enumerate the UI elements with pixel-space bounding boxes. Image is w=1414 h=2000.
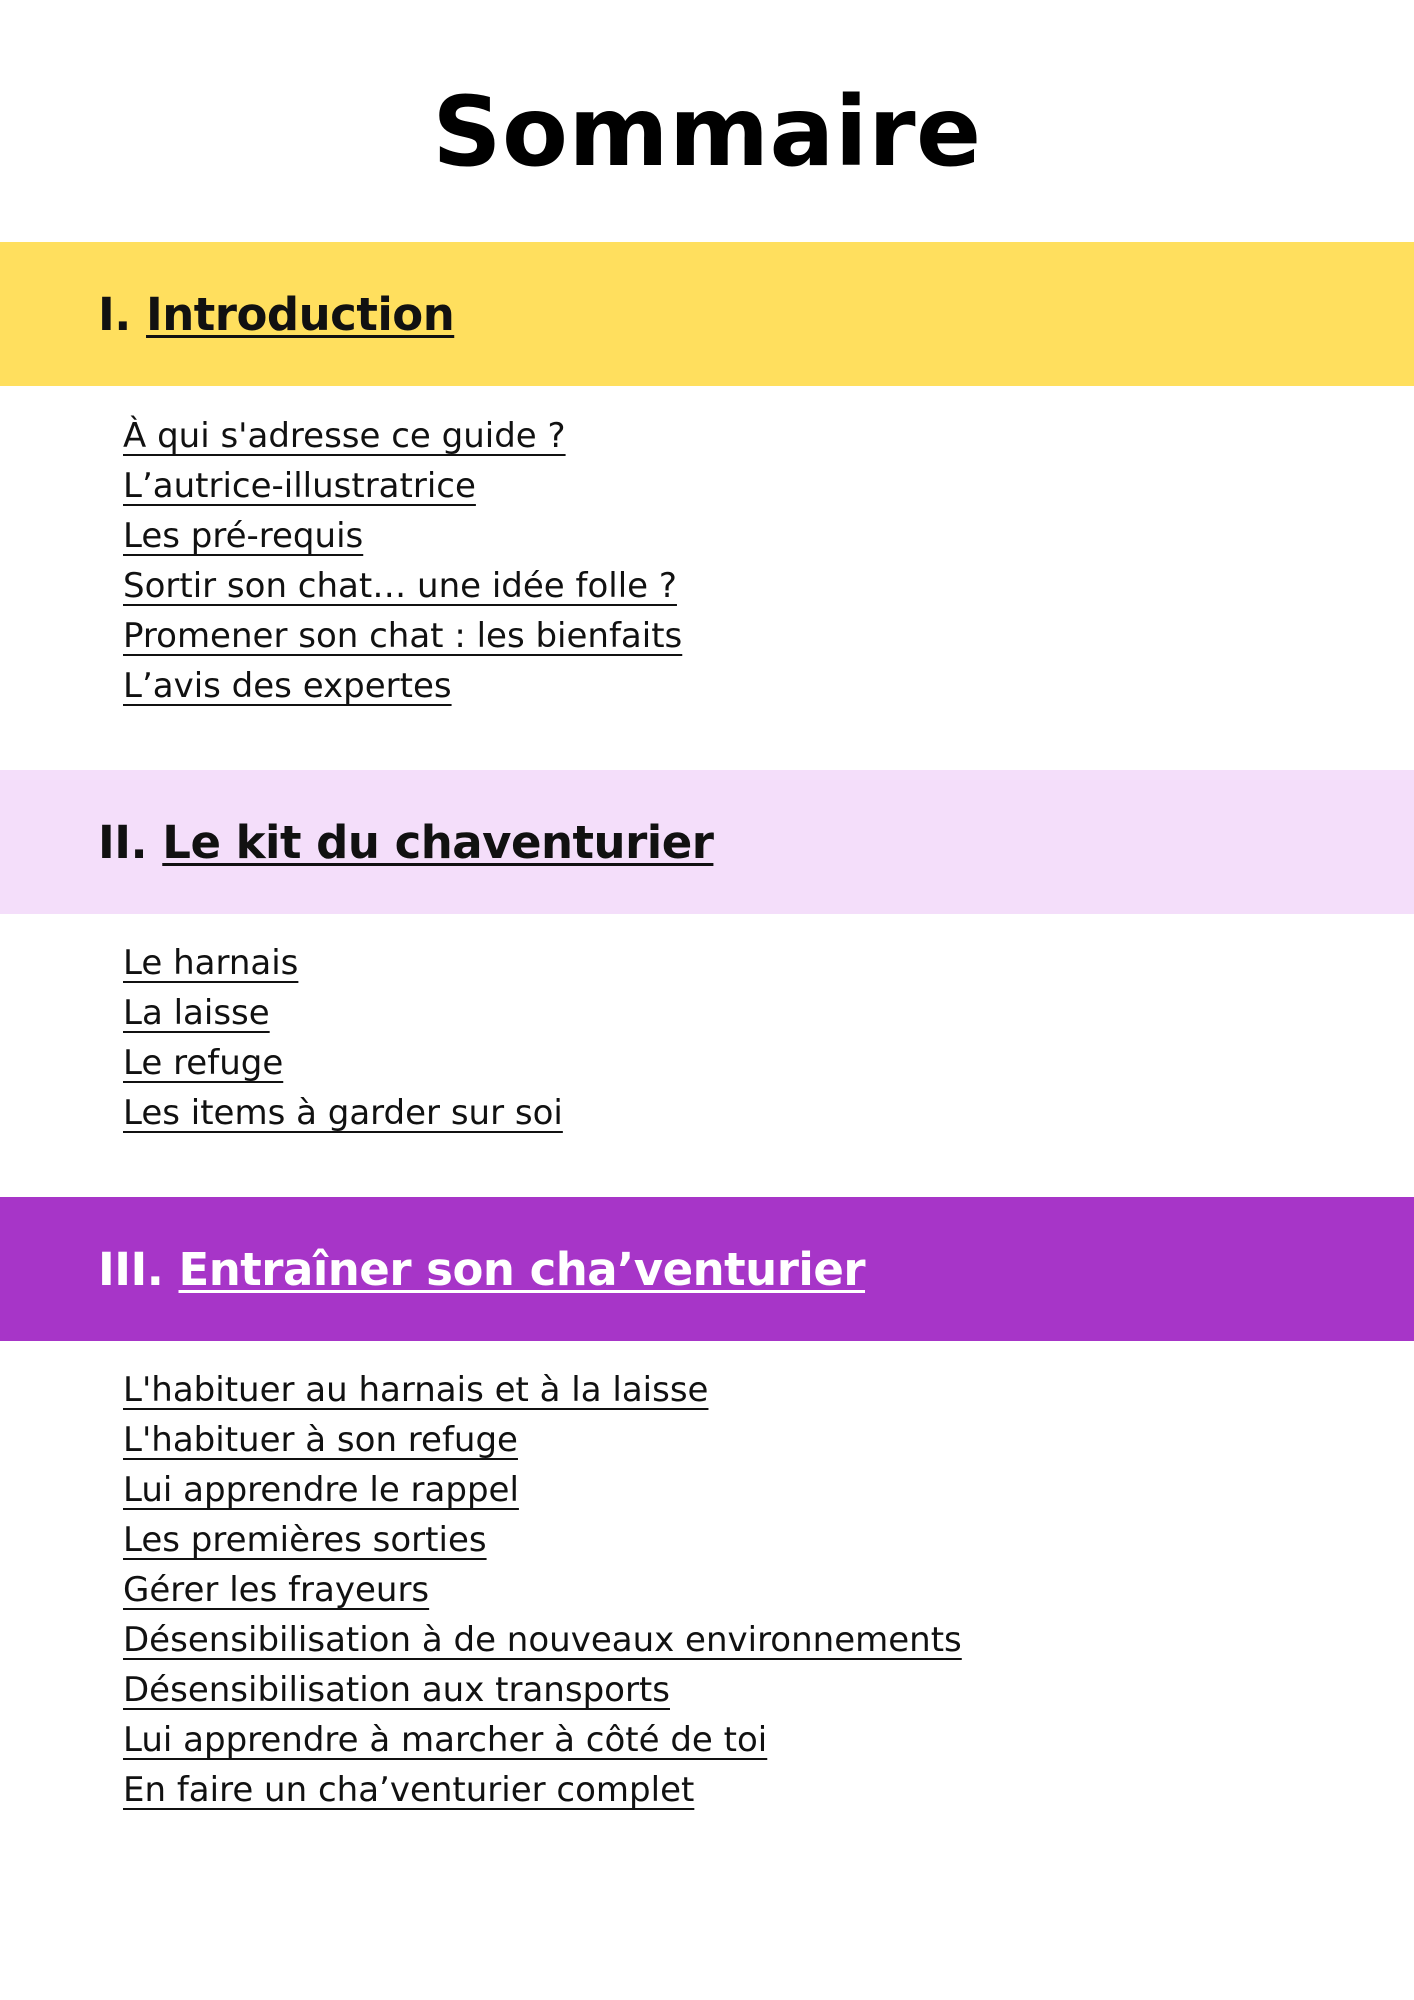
toc-link[interactable]: L’autrice-illustratrice bbox=[123, 466, 476, 506]
section-link-introduction[interactable]: Introduction bbox=[146, 287, 455, 341]
toc-link[interactable]: Le harnais bbox=[123, 943, 299, 983]
toc-link[interactable]: Gérer les frayeurs bbox=[123, 1570, 430, 1610]
toc-link[interactable]: En faire un cha’venturier complet bbox=[123, 1770, 695, 1810]
section-band-kit bbox=[0, 770, 1414, 914]
toc-link[interactable]: La laisse bbox=[123, 993, 270, 1033]
toc-link[interactable]: Les items à garder sur soi bbox=[123, 1093, 563, 1133]
section-band-training bbox=[0, 1197, 1414, 1341]
list-item bbox=[123, 411, 682, 461]
section-number: III. bbox=[98, 1242, 164, 1296]
list-item bbox=[123, 1765, 962, 1815]
toc-link[interactable]: L'habituer au harnais et à la laisse bbox=[123, 1370, 709, 1410]
list-item bbox=[123, 1715, 962, 1765]
list-item bbox=[123, 611, 682, 661]
section-links-introduction bbox=[123, 411, 682, 711]
list-item bbox=[123, 1565, 962, 1615]
list-item bbox=[123, 988, 563, 1038]
list-item bbox=[123, 1465, 962, 1515]
toc-link[interactable]: Les premières sorties bbox=[123, 1520, 487, 1560]
section-links-training bbox=[123, 1365, 962, 1815]
toc-link[interactable]: L'habituer à son refuge bbox=[123, 1420, 518, 1460]
list-item bbox=[123, 1365, 962, 1415]
section-links-kit bbox=[123, 938, 563, 1138]
section-link-kit[interactable]: Le kit du chaventurier bbox=[162, 815, 714, 869]
toc-link[interactable]: Les pré-requis bbox=[123, 516, 364, 556]
section-heading-kit bbox=[98, 815, 714, 869]
list-item bbox=[123, 938, 563, 988]
page-title: Sommaire bbox=[432, 76, 982, 188]
list-item bbox=[123, 461, 682, 511]
toc-link[interactable]: Sortir son chat… une idée folle ? bbox=[123, 566, 677, 606]
toc-link[interactable]: À qui s'adresse ce guide ? bbox=[123, 416, 566, 456]
section-band-introduction bbox=[0, 242, 1414, 386]
toc-link[interactable]: Le refuge bbox=[123, 1043, 284, 1083]
toc-link[interactable]: Lui apprendre le rappel bbox=[123, 1470, 519, 1510]
toc-link[interactable]: Désensibilisation aux transports bbox=[123, 1670, 670, 1710]
toc-link[interactable]: Promener son chat : les bienfaits bbox=[123, 616, 683, 656]
toc-link[interactable]: Désensibilisation à de nouveaux environnements bbox=[123, 1620, 962, 1660]
list-item bbox=[123, 561, 682, 611]
toc-link[interactable]: Lui apprendre à marcher à côté de toi bbox=[123, 1720, 768, 1760]
section-heading-training bbox=[98, 1242, 866, 1296]
section-link-training[interactable]: Entraîner son cha’venturier bbox=[178, 1242, 866, 1296]
toc-link[interactable]: L’avis des expertes bbox=[123, 666, 452, 706]
section-heading-introduction bbox=[98, 287, 455, 341]
list-item bbox=[123, 1088, 563, 1138]
list-item bbox=[123, 661, 682, 711]
section-number: I. bbox=[98, 287, 131, 341]
list-item bbox=[123, 1665, 962, 1715]
list-item bbox=[123, 1615, 962, 1665]
list-item bbox=[123, 1038, 563, 1088]
section-number: II. bbox=[98, 815, 148, 869]
list-item bbox=[123, 1515, 962, 1565]
list-item bbox=[123, 1415, 962, 1465]
list-item bbox=[123, 511, 682, 561]
